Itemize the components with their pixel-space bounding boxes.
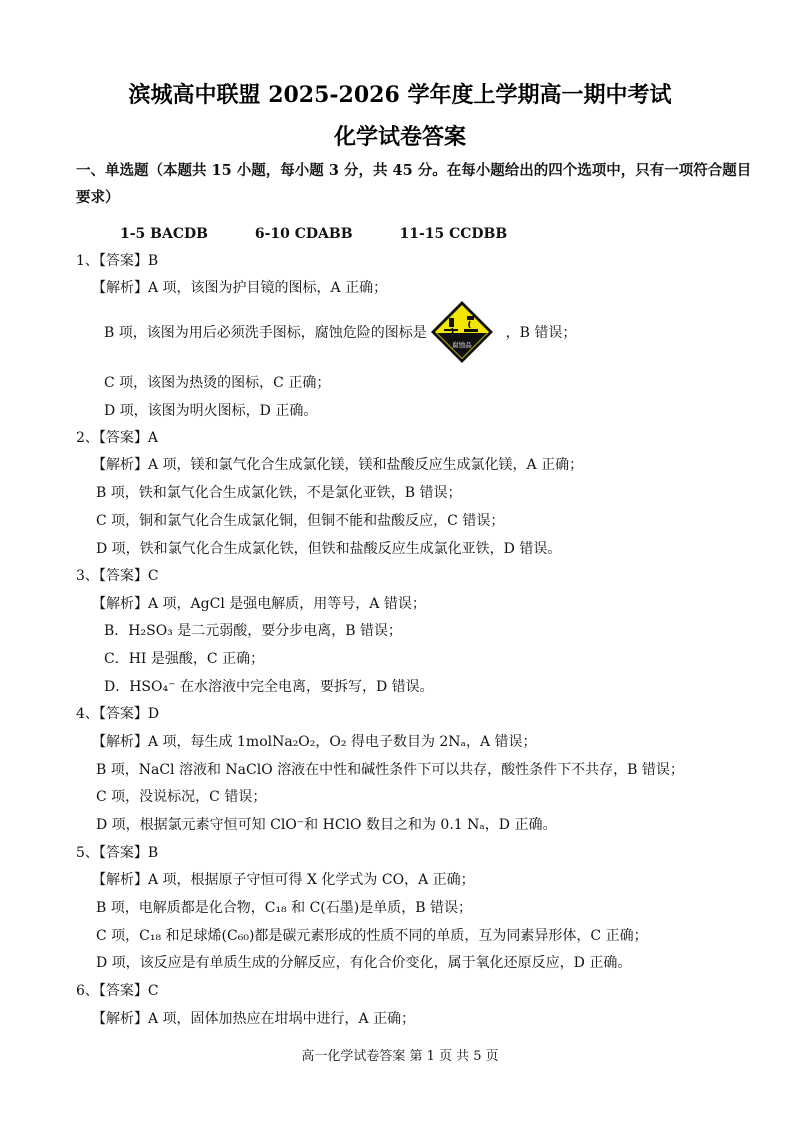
q3-analysis-c: C．HI 是强酸，C 正确； [104,651,265,667]
q2-analysis-a: 【解析】A 项，镁和氯气化合生成氯化镁，镁和盐酸反应生成氯化镁，A 正确； [92,457,584,473]
q5-analysis-b: B 项，电解质都是化合物，C₁₈ 和 C(石墨)是单质，B 错误； [96,900,472,916]
q6-analysis-a: 【解析】A 项，固体加热应在坩埚中进行，A 正确； [92,1011,416,1027]
q5-analysis-d: D 项，该反应是有单质生成的分解反应，有化合价变化，属于氧化还原反应，D 正确。 [96,955,632,971]
q1-answer: 1、【答案】B [76,253,159,269]
q5-analysis-a: 【解析】A 项，根据原子守恒可得 X 化学式为 CO，A 正确； [92,872,475,888]
q1-b-result: ，B 错误； [505,325,577,341]
q4-answer: 4、【答案】D [76,706,160,722]
q3-analysis-b: B．H₂SO₃ 是二元弱酸，要分步电离，B 错误； [104,623,402,639]
q1-analysis-d: D 项，该图为明火图标，D 正确。 [104,403,318,419]
answer-key-11-15: 11-15 CCDBB [399,226,508,242]
q1-analysis-b [104,323,576,343]
section-heading-cont: 要求） [76,189,120,206]
q2-analysis-b: B 项，铁和氯气化合生成氯化铁，不是氯化亚铁，B 错误； [96,485,462,501]
q4-analysis-b: B 项，NaCl 溶液和 NaClO 溶液在中性和碱性条件下可以共存，酸性条件下不共存，B 错误； [96,762,684,778]
q4-analysis-d: D 项，根据氯元素守恒可知 ClO⁻和 HClO 数目之和为 0.1 Nₐ，D 正确。 [96,817,557,833]
page-footer: 高一化学试卷答案 第 1 页 共 5 页 [301,1049,499,1064]
q3-analysis-d: D．HSO₄⁻ 在水溶液中完全电离，要拆写，D 错误。 [104,679,434,695]
exam-title: 滨城高中联盟 2025-2026 学年度上学期高一期中考试 [128,82,672,108]
section-heading: 一、单选题（本题共 15 小题，每小题 3 分，共 45 分。在每小题给出的四个选项中，只有一项符合题目 [76,162,752,179]
q4-analysis-a: 【解析】A 项，每生成 1molNa₂O₂，O₂ 得电子数目为 2Nₐ，A 错误； [92,734,537,750]
q2-analysis-d: D 项，铁和氯气化合生成氯化铁，但铁和盐酸反应生成氯化亚铁，D 错误。 [96,541,562,557]
q2-answer: 2、【答案】A [76,430,159,446]
q5-answer: 5、【答案】B [76,845,159,861]
hazard-label: 腐蚀品 [452,341,472,349]
q3-answer: 3、【答案】C [76,568,159,584]
answer-key-1-5: 1-5 BACDB [120,226,208,242]
q5-analysis-c: C 项，C₁₈ 和足球烯(C₆₀)都是碳元素形成的性质不同的单质，互为同素异形体，C 正确； [96,928,648,944]
q2-analysis-c: C 项，铜和氯气化合生成氯化铜，但铜不能和盐酸反应，C 错误； [96,513,505,529]
q4-analysis-c: C 项，没说标况，C 错误； [96,789,267,805]
corrosive-hazard-icon [430,300,494,364]
q1-analysis-a: 【解析】A 项，该图为护目镜的图标，A 正确； [92,280,388,296]
q1-b-text: B 项，该图为用后必须洗手图标，腐蚀危险的图标是 [104,325,427,341]
exam-subtitle: 化学试卷答案 [333,124,466,150]
answer-key-6-10: 6-10 CDABB [254,226,353,242]
answer-key-row [120,224,549,244]
q1-analysis-c: C 项，该图为热烫的图标，C 正确； [104,375,331,391]
q6-answer: 6、【答案】C [76,983,159,999]
q3-analysis-a: 【解析】A 项，AgCl 是强电解质，用等号，A 错误； [92,596,426,612]
